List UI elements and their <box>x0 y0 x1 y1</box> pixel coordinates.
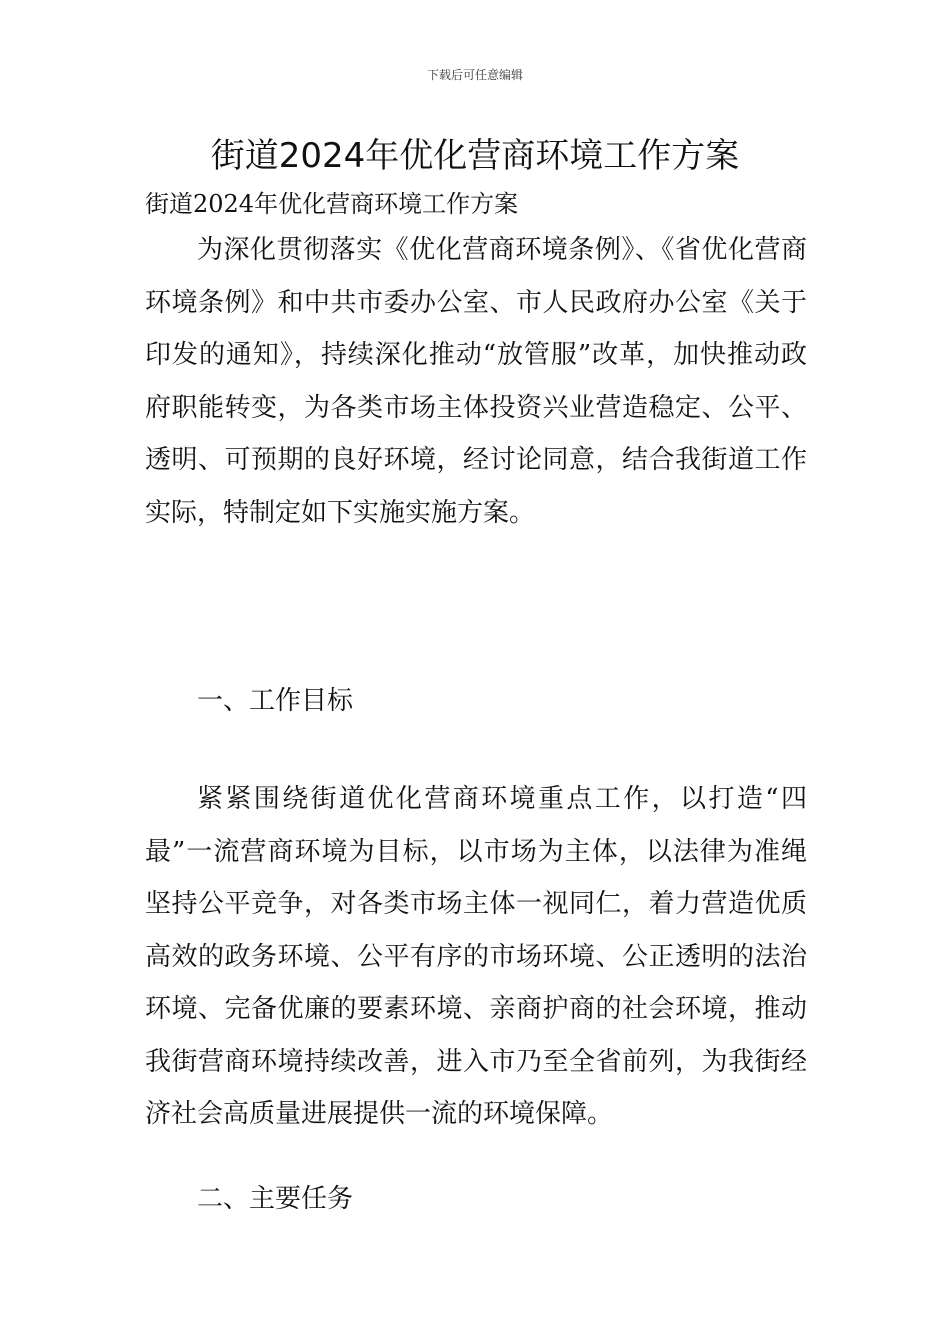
section-heading-tasks: 二、主要任务 <box>197 1184 354 1214</box>
intro-paragraph: 为深化贯彻落实《优化营商环境条例》、《省优化营商环境条例》和中共市委办公室、市人民政府办公室《关于印发的通知》，持续深化推动“放管服”改革，加快推动政府职能转变，为各类市场主体投资兴业营造稳定、公平、透明、可预期的良好环境，经讨论同意，结合我街道工作实际，特制定如下实施实施方案。 <box>145 235 807 528</box>
document-subtitle: 街道2024年优化营商环境工作方案 <box>145 190 519 218</box>
document-title: 街道2024年优化营商环境工作方案 <box>210 136 740 176</box>
header-note: 下载后可任意编辑 <box>426 68 523 82</box>
section-heading-goals: 一、工作目标 <box>197 686 354 716</box>
section-body-goals: 紧紧围绕街道优化营商环境重点工作，以打造“四最”一流营商环境为目标，以市场为主体，以法律为准绳坚持公平竞争，对各类市场主体一视同仁，着力营造优质高效的政务环境、公平有序的市场环境、公正透明的法治环境、完备优廉的要素环境、亲商护商的社会环境，推动我街营商环境持续改善，进入市乃至全省前列，为我街经济社会高质量进展提供一流的环境保障。 <box>145 784 807 1129</box>
